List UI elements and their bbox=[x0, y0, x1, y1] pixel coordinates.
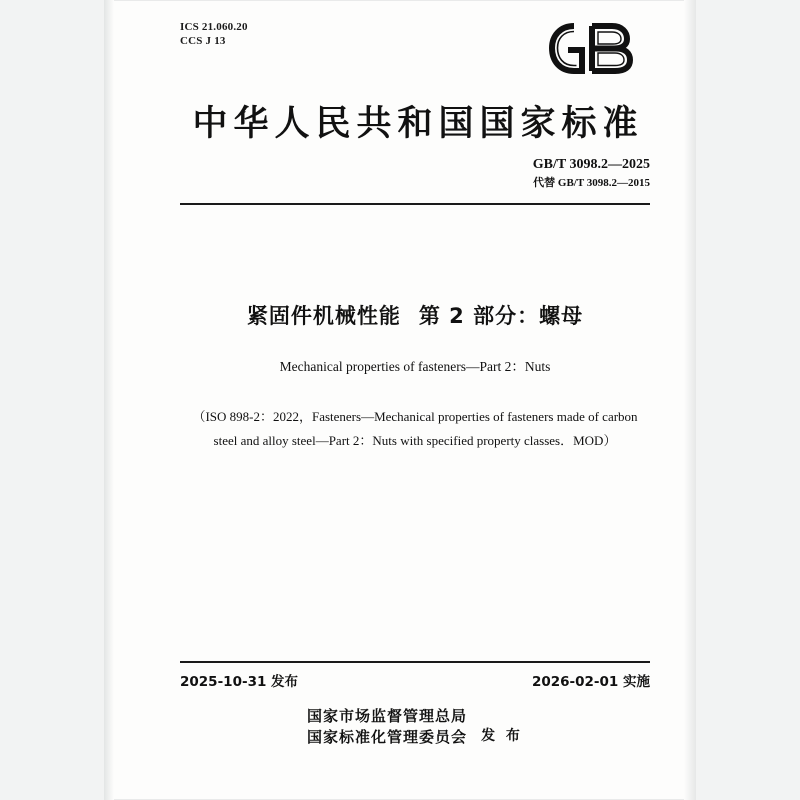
ics-code: ICS 21.060.20 bbox=[180, 21, 248, 33]
iso-note-line2: steel and alloy steel—Part 2：Nuts with specified property classes．MOD） bbox=[213, 433, 617, 448]
date-line bbox=[180, 670, 650, 690]
standard-number-block bbox=[533, 155, 650, 193]
gb-emblem-icon bbox=[530, 12, 650, 84]
iso-note-line1: （ISO 898-2：2022，Fasteners—Mechanical properties of fasteners made of carbon bbox=[192, 409, 638, 424]
ccs-code: CCS J 13 bbox=[180, 35, 226, 47]
issuer-line-2: 国家标准化管理委员会 bbox=[307, 728, 468, 746]
implementation-date: 2026-02-01 实施 bbox=[531, 674, 650, 690]
iso-correspondence-note bbox=[180, 405, 650, 453]
document-title-cn bbox=[180, 300, 650, 330]
document-title-cn-part1: 紧固件机械性能 bbox=[246, 304, 401, 328]
ics-classification-block bbox=[180, 20, 248, 48]
divider-bottom bbox=[180, 661, 650, 663]
issue-date: 2025-10-31 发布 bbox=[180, 674, 299, 690]
issuer-publish-label: 发 布 bbox=[481, 728, 523, 744]
issuing-authority bbox=[180, 706, 650, 748]
replaced-standard: 代替 GB/T 3098.2—2015 bbox=[533, 177, 650, 189]
cover-content bbox=[180, 0, 650, 800]
issuer-line-1: 国家市场监督管理总局 bbox=[307, 707, 468, 725]
page-title: 中华人民共和国国家标准 bbox=[192, 104, 644, 144]
cover-sheet bbox=[104, 0, 696, 800]
document-title-cn-part2: 第 2 部分：螺母 bbox=[418, 304, 584, 328]
standard-number: GB/T 3098.2—2025 bbox=[532, 157, 650, 172]
document-title-en: Mechanical properties of fasteners—Part 2：Nuts bbox=[279, 359, 551, 374]
divider-top bbox=[180, 203, 650, 205]
